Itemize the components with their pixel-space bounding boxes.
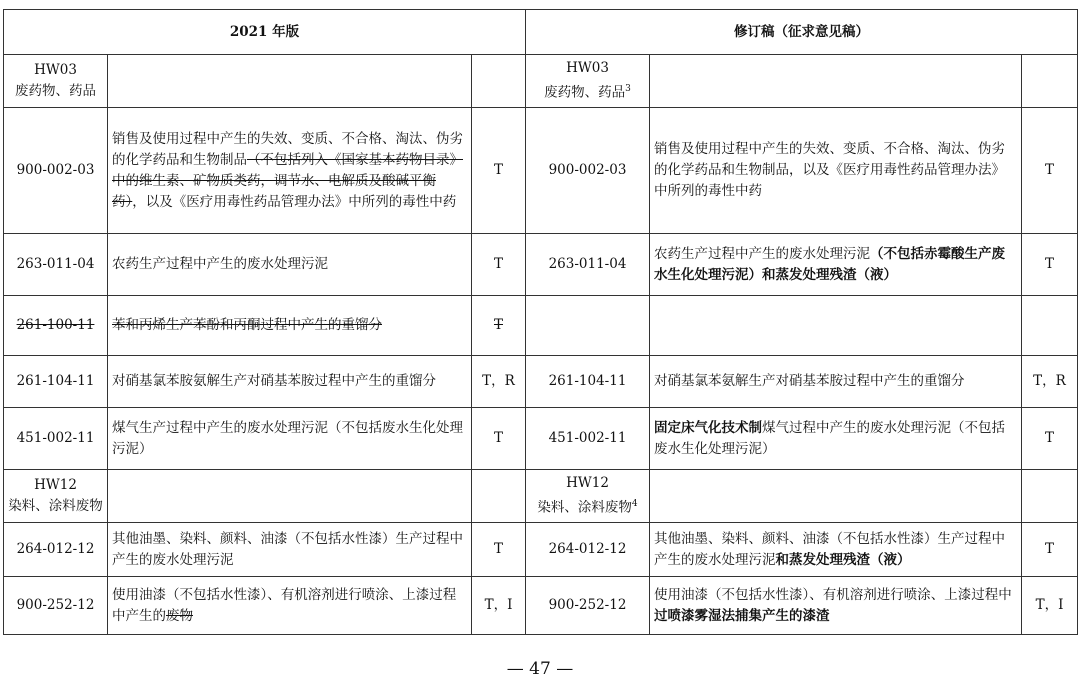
left-description: 销售及使用过程中产生的失效、变质、不合格、淘汰、伪劣的化学药品和生物制品（不包括列入《国家基本药物目录》中的维生素、矿物质类药，调节水、电解质及酸碱平衡药），以及《医疗用毒性药品管理办法》中所列的毒性中药 — [108, 108, 472, 234]
row-263-011-04 — [4, 234, 1078, 296]
right-hazard-property: T — [1022, 523, 1078, 577]
left-code: 451-002-11 — [4, 408, 108, 470]
left-description-deleted: 苯和丙烯生产苯酚和丙酮过程中产生的重馏分 — [108, 296, 472, 356]
right-hazard-property: T，I — [1022, 577, 1078, 635]
row-261-104-11 — [4, 356, 1078, 408]
category-row-hw03 — [4, 55, 1078, 108]
left-code: 261-104-11 — [4, 356, 108, 408]
added-text: 过喷漆雾湿法捕集产生的漆渣 — [654, 607, 830, 624]
right-description: 农药生产过程中产生的废水处理污泥（不包括赤霉酸生产废水生化处理污泥）和蒸发处理残渣（液） — [650, 234, 1022, 296]
right-description: 销售及使用过程中产生的失效、变质、不合格、淘汰、伪劣的化学药品和生物制品，以及《医疗用毒性药品管理办法》中所列的毒性中药 — [650, 108, 1022, 234]
left-hazard-property: T，I — [472, 577, 526, 635]
right-code: 900-002-03 — [526, 108, 650, 234]
right-category-hw12 — [526, 470, 650, 523]
right-hazard-property: T — [1022, 108, 1078, 234]
right-hazard-property: T — [1022, 234, 1078, 296]
left-description: 对硝基氯苯胺氨解生产对硝基苯胺过程中产生的重馏分 — [108, 356, 472, 408]
left-hazard-property: T — [472, 523, 526, 577]
added-text: 固定床气化技术制 — [654, 419, 762, 436]
row-264-012-12 — [4, 523, 1078, 577]
left-hazard-property: T — [472, 108, 526, 234]
right-description: 固定床气化技术制煤气过程中产生的废水处理污泥（不包括废水生化处理污泥） — [650, 408, 1022, 470]
left-description: 煤气生产过程中产生的废水处理污泥（不包括废水生化处理污泥） — [108, 408, 472, 470]
left-hazard-property-deleted: T — [472, 296, 526, 356]
added-text: 和蒸发处理残渣（液） — [775, 551, 911, 568]
category-name: 废药物、药品 — [15, 83, 96, 99]
left-description: 农药生产过程中产生的废水处理污泥 — [108, 234, 472, 296]
left-hazard-property: T，R — [472, 356, 526, 408]
left-category-hw12 — [4, 470, 108, 523]
row-451-002-11 — [4, 408, 1078, 470]
page-number: — 47 — — [506, 659, 574, 679]
right-code: 900-252-12 — [526, 577, 650, 635]
right-hazard-property: T，R — [1022, 356, 1078, 408]
left-hazard-property: T — [472, 408, 526, 470]
added-text: （不包括赤霉酸生产废水生化处理污泥）和蒸发处理残渣（液） — [654, 245, 1005, 283]
category-code: HW12 — [566, 475, 609, 492]
left-hazard-property: T — [472, 234, 526, 296]
deleted-text: （不包括列入《国家基本药物目录》中的维生素、矿物质类药，调节水、电解质及酸碱平衡药） — [112, 151, 463, 210]
right-description: 对硝基氯苯氨解生产对硝基苯胺过程中产生的重馏分 — [650, 356, 1022, 408]
left-code: 263-011-04 — [4, 234, 108, 296]
left-description: 其他油墨、染料、颜料、油漆（不包括水性漆）生产过程中产生的废水处理污泥 — [108, 523, 472, 577]
right-category-hw03 — [526, 55, 650, 108]
row-261-100-11 — [4, 296, 1078, 356]
header-row — [4, 10, 1078, 55]
header-2021-edition: 2021 年版 — [4, 10, 526, 55]
revision-comparison-table — [3, 9, 1078, 635]
deleted-text: 废物 — [166, 607, 193, 624]
footnote-mark: 3 — [625, 84, 631, 95]
header-revision-draft: 修订稿（征求意见稿） — [526, 10, 1078, 55]
category-code: HW03 — [34, 62, 77, 78]
right-hazard-property: T — [1022, 408, 1078, 470]
right-description: 其他油墨、染料、颜料、油漆（不包括水性漆）生产过程中产生的废水处理污泥和蒸发处理残渣（液） — [650, 523, 1022, 577]
footnote-mark: 4 — [631, 499, 638, 510]
left-description: 使用油漆（不包括水性漆）、有机溶剂进行喷涂、上漆过程中产生的废物 — [108, 577, 472, 635]
category-name: 染料、涂料废物 — [8, 498, 103, 514]
right-code: 263-011-04 — [526, 234, 650, 296]
left-code: 900-252-12 — [4, 577, 108, 635]
right-code: 261-104-11 — [526, 356, 650, 408]
left-code: 900-002-03 — [4, 108, 108, 234]
category-row-hw12 — [4, 470, 1078, 523]
left-category-hw03 — [4, 55, 108, 108]
right-code: 451-002-11 — [526, 408, 650, 470]
row-900-002-03 — [4, 108, 1078, 234]
right-code: 264-012-12 — [526, 523, 650, 577]
left-code: 264-012-12 — [4, 523, 108, 577]
right-description: 使用油漆（不包括水性漆）、有机溶剂进行喷涂、上漆过程中过喷漆雾湿法捕集产生的漆渣 — [650, 577, 1022, 635]
left-code-deleted: 261-100-11 — [4, 296, 108, 356]
category-code: HW12 — [34, 477, 77, 493]
category-name: 废药物、药品 — [544, 84, 626, 101]
category-code: HW03 — [566, 60, 609, 77]
category-name: 染料、涂料废物 — [537, 499, 632, 516]
row-900-252-12 — [4, 577, 1078, 635]
